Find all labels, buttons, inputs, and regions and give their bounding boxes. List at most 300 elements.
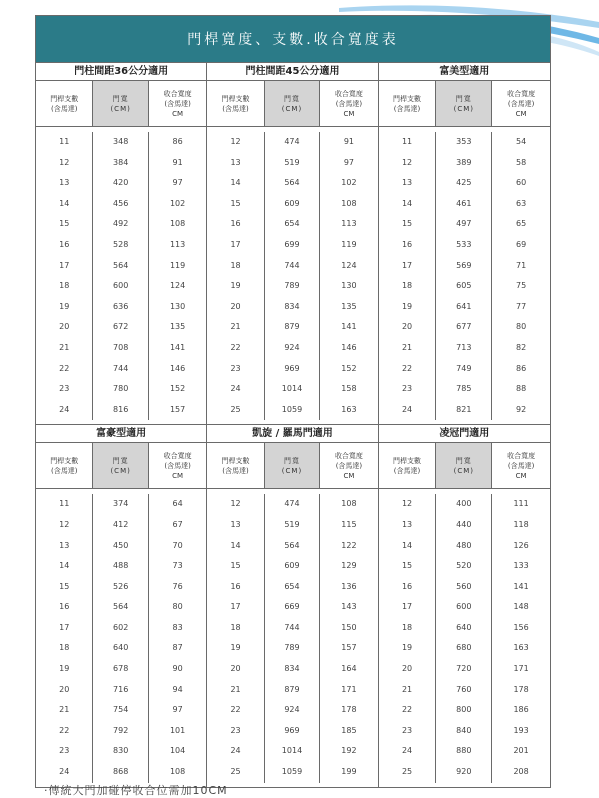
table-cell: 24 [207,741,264,762]
table-cell: 163 [513,643,529,653]
table-cell: 24 [379,400,437,421]
table-cell: 474 [265,494,320,515]
table-cell: 420 [93,173,148,194]
door-width-header: 門寬 (CM) [93,81,148,127]
table-cell: 23 [36,379,93,400]
door-width-header: 門寬 (CM) [93,443,148,489]
group-body [36,127,206,424]
table-cell: 97 [343,157,355,167]
table-cell: 124 [169,281,186,291]
table-cell: 22 [36,359,93,380]
table-cell: 115 [341,519,357,529]
column-headers [207,443,377,489]
table-cell: 21 [379,680,437,701]
table-cell: 699 [265,235,320,256]
group-body [207,127,377,424]
table-cell: 16 [36,597,93,618]
table-cell: 11 [36,494,93,515]
table-cell: 654 [265,214,320,235]
door-width-header: 門寬 (CM) [265,443,320,489]
table-cell: 21 [36,338,93,359]
table-cell: 384 [93,153,148,174]
table-cell: 830 [93,741,148,762]
table-cell: 792 [93,721,148,742]
group-body [379,127,550,424]
table-cell: 348 [93,132,148,153]
table-cell: 67 [172,519,183,529]
table-cell: 113 [341,219,357,229]
table-cell: 789 [265,276,320,297]
table-cell: 90 [172,664,183,674]
table-cell: 488 [93,556,148,577]
table-cell: 834 [265,297,320,318]
table-cell: 720 [436,659,492,680]
table-cell: 20 [379,317,437,338]
folded-width-header: 收合寬度 (含馬達) CM [492,443,550,489]
column-headers [207,81,377,127]
table-cell: 760 [436,680,492,701]
table-cell: 12 [379,153,437,174]
table-cell: 136 [341,581,357,591]
table-cell: 88 [516,384,527,394]
table-cell: 25 [379,762,437,783]
table-cell: 80 [172,602,183,612]
table-cell: 77 [516,301,527,311]
table-cell: 713 [436,338,492,359]
folded-width-header: 收合寬度 (含馬達) CM [149,81,206,127]
table-cell: 152 [341,363,357,373]
table-cell: 519 [265,153,320,174]
table-cell: 20 [207,297,264,318]
table-cell: 474 [265,132,320,153]
table-cell: 641 [436,297,492,318]
column-headers [379,81,550,127]
table-cell: 744 [93,359,148,380]
table-cell: 12 [36,153,93,174]
table-cell: 94 [172,684,183,694]
table-cell: 389 [436,153,492,174]
table-cell: 83 [172,622,183,632]
table-cell: 22 [379,359,437,380]
column-headers [36,443,206,489]
table-cell: 21 [379,338,437,359]
table-cell: 11 [379,132,437,153]
table-cell: 22 [379,700,437,721]
table-cell: 158 [341,384,357,394]
table-cell: 636 [93,297,148,318]
table-cell: 143 [341,602,357,612]
table-cell: 526 [93,577,148,598]
table-cell: 18 [36,276,93,297]
table-cell: 23 [379,379,437,400]
table-cell: 157 [169,404,186,414]
table-cell: 20 [207,659,264,680]
table-cell: 461 [436,194,492,215]
table-sections [36,62,550,787]
door-width-header: 門寬 (CM) [265,81,320,127]
table-cell: 1059 [265,400,320,421]
door-type-group [207,424,378,786]
table-cell: 86 [516,363,527,373]
table-cell: 14 [36,194,93,215]
table-cell: 677 [436,317,492,338]
table-cell: 19 [379,297,437,318]
table-cell: 178 [513,684,529,694]
table-cell: 924 [265,700,320,721]
table-cell: 744 [265,618,320,639]
table-cell: 18 [36,638,93,659]
table-cell: 13 [379,173,437,194]
table-cell: 492 [93,214,148,235]
table-cell: 22 [207,700,264,721]
table-cell: 118 [513,519,529,529]
table-cell: 186 [513,705,529,715]
table-cell: 450 [93,536,148,557]
table-cell: 102 [341,178,357,188]
table-cell: 76 [172,581,183,591]
door-type-group [36,62,207,424]
table-cell: 789 [265,638,320,659]
table-cell: 164 [341,664,357,674]
table-cell: 14 [36,556,93,577]
table-section [36,62,550,424]
table-cell: 150 [341,622,357,632]
table-cell: 672 [93,317,148,338]
table-cell: 63 [516,198,527,208]
table-cell: 609 [265,194,320,215]
table-cell: 16 [379,577,437,598]
table-cell: 208 [513,767,529,777]
table-cell: 152 [169,384,186,394]
table-cell: 171 [341,684,357,694]
table-cell: 24 [379,741,437,762]
table-cell: 21 [207,317,264,338]
table-cell: 82 [516,342,527,352]
table-cell: 122 [341,540,357,550]
door-type-group [36,424,207,786]
table-cell: 92 [516,404,527,414]
table-cell: 840 [436,721,492,742]
table-cell: 425 [436,173,492,194]
rod-count-header: 門桿支數 (含馬達) [207,443,264,489]
table-cell: 1059 [265,762,320,783]
folded-width-header: 收合寬度 (含馬達) CM [320,81,377,127]
door-type-group [379,424,550,786]
table-cell: 13 [207,515,264,536]
table-cell: 130 [341,281,357,291]
table-cell: 605 [436,276,492,297]
table-cell: 18 [207,256,264,277]
table-cell: 108 [341,198,357,208]
table-cell: 91 [172,157,183,167]
table-cell: 528 [93,235,148,256]
table-cell: 15 [36,214,93,235]
table-cell: 23 [379,721,437,742]
table-cell: 920 [436,762,492,783]
table-cell: 23 [207,359,264,380]
table-cell: 880 [436,741,492,762]
folded-width-header: 收合寬度 (含馬達) CM [149,443,206,489]
table-cell: 569 [436,256,492,277]
group-title: 凌冠門適用 [379,424,550,443]
table-cell: 14 [207,536,264,557]
table-cell: 119 [169,260,186,270]
group-title: 富豪型適用 [36,424,206,443]
table-cell: 193 [513,725,529,735]
table-cell: 669 [265,597,320,618]
table-cell: 13 [379,515,437,536]
table-cell: 156 [513,622,529,632]
table-cell: 192 [341,746,357,756]
table-cell: 374 [93,494,148,515]
table-cell: 18 [379,618,437,639]
table-cell: 69 [516,239,527,249]
table-cell: 108 [169,767,186,777]
table-cell: 564 [93,256,148,277]
table-cell: 15 [207,556,264,577]
table-cell: 353 [436,132,492,153]
table-cell: 16 [36,235,93,256]
table-cell: 86 [172,137,183,146]
table-cell: 1014 [265,741,320,762]
table-cell: 25 [207,400,264,421]
table-cell: 497 [436,214,492,235]
table-cell: 564 [265,536,320,557]
table-cell: 564 [93,597,148,618]
table-cell: 14 [379,194,437,215]
table-cell: 879 [265,680,320,701]
table-cell: 108 [341,499,357,509]
table-cell: 749 [436,359,492,380]
table-cell: 564 [265,173,320,194]
rod-count-header: 門桿支數 (含馬達) [36,443,93,489]
table-cell: 19 [379,638,437,659]
table-cell: 19 [207,276,264,297]
table-cell: 25 [207,762,264,783]
table-cell: 157 [341,643,357,653]
group-body [36,489,206,786]
table-cell: 18 [207,618,264,639]
table-cell: 708 [93,338,148,359]
table-cell: 60 [516,178,527,188]
table-cell: 17 [379,597,437,618]
table-cell: 65 [516,219,527,229]
table-cell: 654 [265,577,320,598]
table-cell: 969 [265,721,320,742]
table-cell: 13 [36,173,93,194]
table-cell: 12 [36,515,93,536]
table-cell: 22 [36,721,93,742]
table-cell: 22 [207,338,264,359]
table-cell: 21 [36,700,93,721]
group-body [379,489,550,786]
table-cell: 58 [516,157,527,167]
table-cell: 533 [436,235,492,256]
table-cell: 135 [169,322,186,332]
group-title: 富美型適用 [379,62,550,81]
table-cell: 754 [93,700,148,721]
table-cell: 146 [169,363,186,373]
table-cell: 24 [36,400,93,421]
table-cell: 23 [36,741,93,762]
table-cell: 18 [379,276,437,297]
table-cell: 13 [36,536,93,557]
table-cell: 17 [207,235,264,256]
group-title: 門柱間距45公分適用 [207,62,377,81]
table-cell: 924 [265,338,320,359]
table-cell: 800 [436,700,492,721]
table-cell: 113 [169,239,186,249]
table-cell: 146 [341,342,357,352]
table-cell: 560 [436,577,492,598]
table-cell: 868 [93,762,148,783]
table-cell: 19 [36,297,93,318]
table-cell: 148 [513,602,529,612]
table-cell: 14 [379,536,437,557]
table-cell: 11 [36,132,93,153]
rod-count-header: 門桿支數 (含馬達) [36,81,93,127]
table-cell: 12 [207,132,264,153]
rod-count-header: 門桿支數 (含馬達) [379,443,437,489]
table-cell: 19 [207,638,264,659]
table-cell: 178 [341,705,357,715]
table-cell: 879 [265,317,320,338]
table-cell: 744 [265,256,320,277]
table-cell: 12 [207,494,264,515]
door-type-group [379,62,550,424]
table-cell: 91 [343,137,355,146]
table-cell: 97 [172,705,183,715]
table-cell: 15 [379,214,437,235]
column-headers [379,443,550,489]
table-cell: 101 [169,725,186,735]
table-cell: 440 [436,515,492,536]
group-title: 凱旋 / 羅馬門適用 [207,424,377,443]
table-cell: 24 [207,379,264,400]
table-cell: 130 [169,301,186,311]
door-type-group [207,62,378,424]
footnote: ·傳統大門加碰停收合位需加10CM [44,784,228,797]
table-cell: 785 [436,379,492,400]
table-cell: 87 [172,643,183,653]
table-cell: 15 [207,194,264,215]
table-cell: 400 [436,494,492,515]
door-width-header: 門寬 (CM) [436,81,492,127]
table-cell: 15 [379,556,437,577]
folded-width-header: 收合寬度 (含馬達) CM [492,81,550,127]
table-cell: 75 [516,281,527,291]
table-cell: 16 [379,235,437,256]
table-cell: 73 [172,561,183,571]
table-cell: 199 [341,767,357,777]
table-cell: 14 [207,173,264,194]
table-cell: 141 [341,322,357,332]
table-cell: 21 [207,680,264,701]
table-cell: 24 [36,762,93,783]
table-cell: 600 [436,597,492,618]
table-cell: 609 [265,556,320,577]
table-cell: 97 [172,178,183,188]
table-cell: 54 [516,137,527,146]
table-cell: 135 [341,301,357,311]
table-cell: 19 [36,659,93,680]
table-cell: 969 [265,359,320,380]
table-cell: 16 [207,214,264,235]
table-cell: 13 [207,153,264,174]
table-cell: 16 [207,577,264,598]
table-cell: 126 [513,540,529,550]
table-cell: 834 [265,659,320,680]
table-cell: 600 [93,276,148,297]
table-cell: 602 [93,618,148,639]
table-cell: 141 [169,342,186,352]
group-title: 門柱間距36公分適用 [36,62,206,81]
table-cell: 519 [265,515,320,536]
table-cell: 163 [341,404,357,414]
table-cell: 141 [513,581,529,591]
table-cell: 185 [341,725,357,735]
table-cell: 201 [513,746,529,756]
table-cell: 111 [513,499,529,509]
table-cell: 80 [516,322,527,332]
table-cell: 70 [172,540,183,550]
door-width-header: 門寬 (CM) [436,443,492,489]
table-cell: 821 [436,400,492,421]
table-cell: 678 [93,659,148,680]
table-cell: 520 [436,556,492,577]
table-cell: 20 [379,659,437,680]
table-cell: 17 [36,256,93,277]
table-cell: 780 [93,379,148,400]
table-cell: 171 [513,664,529,674]
table-cell: 17 [379,256,437,277]
table-cell: 129 [341,561,357,571]
column-headers [36,81,206,127]
table-section [36,424,550,786]
table-cell: 124 [341,260,357,270]
table-cell: 716 [93,680,148,701]
table-cell: 17 [36,618,93,639]
width-table [35,15,551,788]
table-cell: 17 [207,597,264,618]
table-cell: 12 [379,494,437,515]
table-cell: 20 [36,317,93,338]
table-cell: 640 [93,638,148,659]
rod-count-header: 門桿支數 (含馬達) [379,81,437,127]
table-cell: 119 [341,239,357,249]
table-cell: 640 [436,618,492,639]
table-cell: 23 [207,721,264,742]
table-cell: 412 [93,515,148,536]
table-cell: 480 [436,536,492,557]
table-title: 門桿寬度、支數.收合寬度表 [36,16,550,62]
table-cell: 1014 [265,379,320,400]
table-cell: 108 [169,219,186,229]
group-body [207,489,377,786]
table-cell: 71 [516,260,527,270]
table-cell: 104 [169,746,186,756]
table-cell: 133 [513,561,529,571]
table-cell: 102 [169,198,186,208]
table-cell: 64 [172,499,183,509]
table-cell: 680 [436,638,492,659]
table-cell: 816 [93,400,148,421]
folded-width-header: 收合寬度 (含馬達) CM [320,443,377,489]
rod-count-header: 門桿支數 (含馬達) [207,81,264,127]
table-cell: 456 [93,194,148,215]
table-cell: 20 [36,680,93,701]
table-cell: 15 [36,577,93,598]
